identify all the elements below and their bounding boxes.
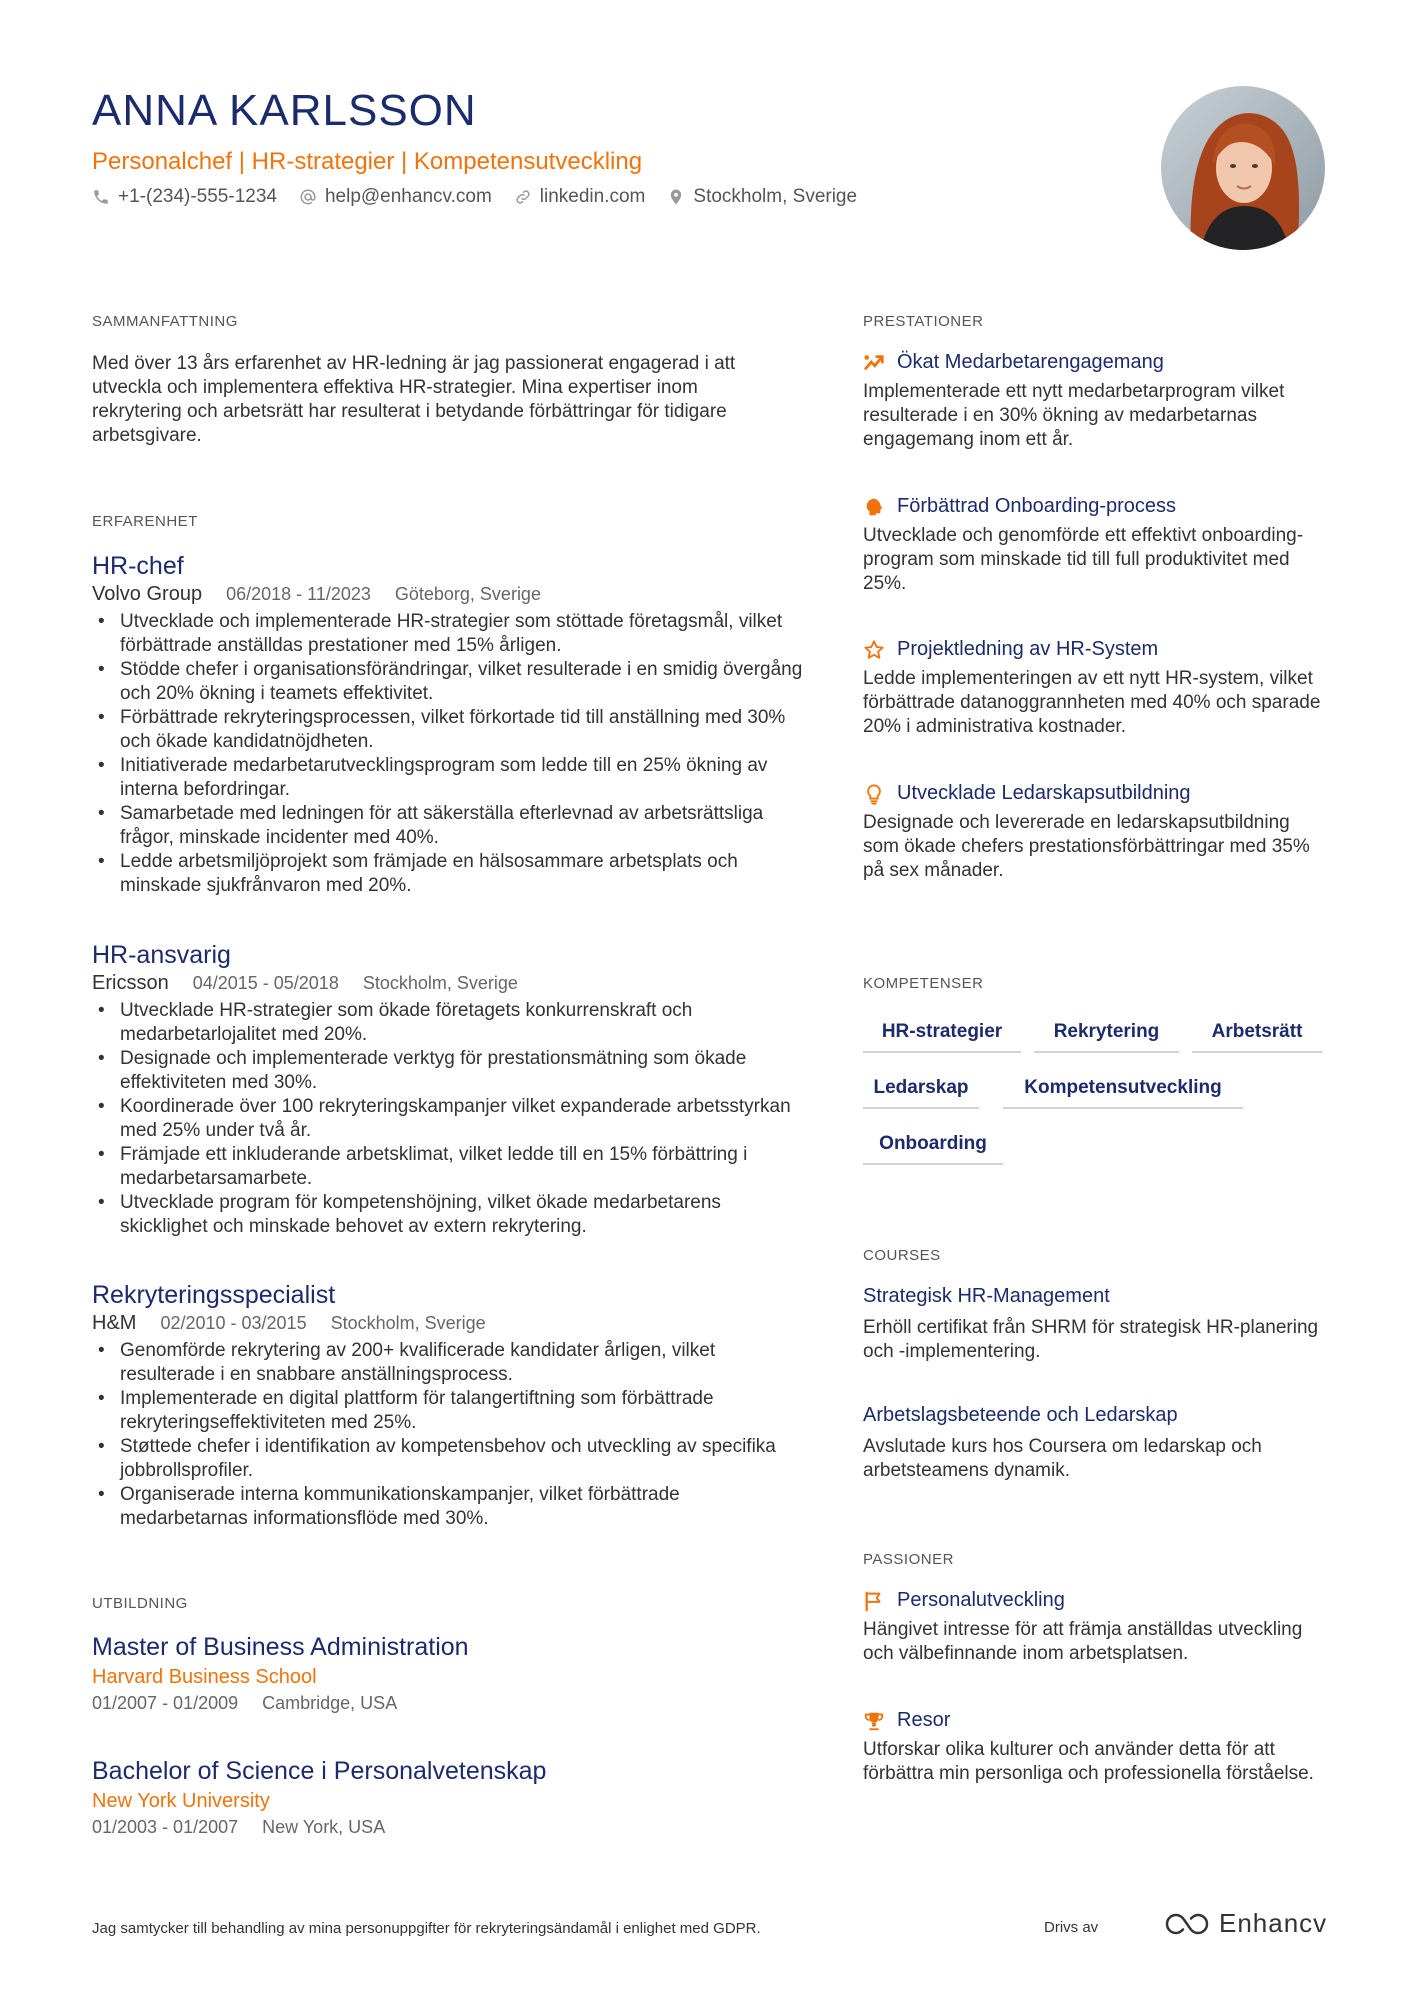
job-bullet: • Koordinerade över 100 rekryteringskampanjer vilket expanderade arbetsstyrkan med 25% under två år. xyxy=(92,1095,812,1143)
skill-tag: Kompetensutveckling xyxy=(1003,1077,1243,1109)
edu-degree: Master of Business Administration xyxy=(92,1633,469,1661)
link-icon xyxy=(514,188,532,206)
achievements-heading: PRESTATIONER xyxy=(863,313,984,330)
course-desc: Erhöll certifikat från SHRM för strategisk HR-planering och -implementering. xyxy=(863,1317,1319,1362)
job-entry xyxy=(92,940,812,1239)
powered-by-label: Drivs av xyxy=(1044,1919,1099,1936)
achievement-title: Projektledning av HR-System xyxy=(897,638,1159,660)
edu-dates: 01/2003 - 01/2007 xyxy=(92,1817,239,1837)
job-entry xyxy=(92,1280,812,1531)
contact-location xyxy=(667,186,857,208)
achievement-desc: Designade och levererade en ledarskapsutbildning som ökade chefers prestationsförbättringar med 35% på sex månader. xyxy=(863,812,1310,881)
phone-text: +1-(234)-555-1234 xyxy=(118,186,277,207)
skill-tag: HR-strategier xyxy=(863,1021,1021,1053)
phone-icon xyxy=(92,188,110,206)
passion-item xyxy=(863,1709,1333,1786)
course-item xyxy=(863,1285,1333,1364)
linkedin-text[interactable]: linkedin.com xyxy=(539,186,646,207)
achievement-desc: Utvecklade och genomförde ett effektivt onboarding-program som minskade tid till full produktivitet med 25%. xyxy=(863,525,1304,594)
trophy-icon xyxy=(863,1710,885,1732)
location-text: Stockholm, Sverige xyxy=(693,186,858,207)
chart-icon xyxy=(863,352,885,374)
at-icon xyxy=(299,188,317,206)
achievement-item xyxy=(863,782,1323,883)
skill-tag: Onboarding xyxy=(863,1133,1003,1165)
passion-desc: Hängivet intresse för att främja anställdas utveckling och välbefinnande inom arbetsplatsen. xyxy=(863,1619,1303,1664)
profile-photo xyxy=(1161,86,1325,250)
achievement-title: Förbättrad Onboarding-process xyxy=(897,495,1177,517)
courses-heading: COURSES xyxy=(863,1247,941,1264)
passion-desc: Utforskar olika kulturer och använder detta för att förbättra min personliga och professionella förståelse. xyxy=(863,1739,1314,1784)
achievement-item xyxy=(863,351,1323,452)
contact-phone xyxy=(92,186,277,208)
skill-tag: Rekrytering xyxy=(1034,1021,1179,1053)
summary-heading: SAMMANFATTNING xyxy=(92,313,238,330)
head-icon xyxy=(863,496,885,518)
skills-heading: KOMPETENSER xyxy=(863,975,984,992)
location-pin-icon xyxy=(667,188,685,206)
job-dates: 02/2010 - 03/2015 xyxy=(160,1313,307,1333)
passions-heading: PASSIONER xyxy=(863,1551,954,1568)
edu-meta xyxy=(92,1693,812,1714)
achievement-title: Ökat Medarbetarengagemang xyxy=(897,351,1164,373)
achievement-item xyxy=(863,495,1323,596)
education-entry xyxy=(92,1756,812,1838)
job-location: Göteborg, Sverige xyxy=(394,584,541,604)
enhancv-logo-icon xyxy=(1163,1910,1211,1938)
job-bullet: • Utvecklade program för kompetenshöjning, vilket ökade medarbetarens skicklighet och minskade behovet av extern rekrytering. xyxy=(92,1191,812,1239)
gdpr-note: Jag samtycker till behandling av mina personuppgifter för rekryteringsändamål i enlighet med GDPR. xyxy=(92,1920,761,1937)
job-bullet: • Ledde arbetsmiljöprojekt som främjade en hälsosammare arbetsplats och minskade sjukfrånvaron med 20%. xyxy=(92,850,812,898)
course-title: Arbetslagsbeteende och Ledarskap xyxy=(863,1404,1178,1426)
contact-linkedin[interactable] xyxy=(514,186,646,208)
job-bullet: • Genomförde rekrytering av 200+ kvalificerade kandidater årligen, vilket resulterade i en snabbare anställningsprocess. xyxy=(92,1339,812,1387)
job-bullet: • Förbättrade rekryteringsprocessen, vilket förkortade tid till anställning med 30% och ökade kandidatnöjdheten. xyxy=(92,706,812,754)
job-bullets xyxy=(92,999,812,1239)
job-meta xyxy=(92,1312,812,1335)
job-bullet: • Utvecklade HR-strategier som ökade företagets konkurrenskraft och medarbetarlojalitet med 20%. xyxy=(92,999,812,1047)
passion-title: Resor xyxy=(897,1709,951,1731)
job-bullet: • Designade och implementerade verktyg för prestationsmätning som ökade effektiviteten med 30%. xyxy=(92,1047,812,1095)
passion-title: Personalutveckling xyxy=(897,1589,1065,1611)
job-company: Ericsson xyxy=(92,972,169,994)
logo-text: Enhancv xyxy=(1219,1908,1328,1938)
skill-tag: Arbetsrätt xyxy=(1192,1021,1322,1053)
job-bullet: • Utvecklade och implementerade HR-strategier som stöttade företagsmål, vilket förbättrade anställdas prestationer med 15% årligen. xyxy=(92,610,812,658)
job-dates: 04/2015 - 05/2018 xyxy=(192,973,339,993)
achievement-item xyxy=(863,638,1323,739)
edu-location: Cambridge, USA xyxy=(262,1693,398,1713)
contact-email[interactable] xyxy=(299,186,492,208)
education-heading: UTBILDNING xyxy=(92,1595,188,1612)
job-title: HR-chef xyxy=(92,552,184,580)
edu-location: New York, USA xyxy=(262,1817,386,1837)
job-title: HR-ansvarig xyxy=(92,941,231,969)
job-dates: 06/2018 - 11/2023 xyxy=(226,584,371,604)
candidate-title: Personalchef | HR-strategier | Kompetensutveckling xyxy=(92,148,643,175)
edu-school: Harvard Business School xyxy=(92,1666,317,1688)
job-title: Rekryteringsspecialist xyxy=(92,1281,336,1309)
course-desc: Avslutade kurs hos Coursera om ledarskap och arbetsteamens dynamik. xyxy=(863,1436,1262,1481)
lightbulb-icon xyxy=(863,783,885,805)
job-entry xyxy=(92,551,812,898)
flag-icon xyxy=(863,1590,885,1612)
job-bullet: • Samarbetade med ledningen för att säkerställa efterlevnad av arbetsrättsliga frågor, minskade incidenter med 40%. xyxy=(92,802,812,850)
job-company: Volvo Group xyxy=(92,583,203,605)
passion-item xyxy=(863,1589,1333,1666)
achievement-desc: Ledde implementeringen av ett nytt HR-system, vilket förbättrade datanoggrannheten med 40% och sparade 20% i administrativa kostnader. xyxy=(863,668,1321,737)
job-bullet: • Främjade ett inkluderande arbetsklimat, vilket ledde till en 15% förbättring i medarbetarsamarbete. xyxy=(92,1143,812,1191)
job-bullet: • Støttede chefer i identifikation av kompetensbehov och utveckling av specifika jobbrollsprofiler. xyxy=(92,1435,812,1483)
summary-text: Med över 13 års erfarenhet av HR-ledning är jag passionerat engagerad i att utveckla och implementera effektiva HR-strategier. Mina expertiser inom rekrytering och arbetsrätt har resulterat i betydande förbättringar för tidigare arbetsgivare. xyxy=(92,353,736,446)
job-bullet: • Initiativerade medarbetarutvecklingsprogram som ledde till en 25% ökning av interna befordringar. xyxy=(92,754,812,802)
experience-heading: ERFARENHET xyxy=(92,513,198,530)
skill-tag: Ledarskap xyxy=(863,1077,979,1109)
job-meta xyxy=(92,583,812,606)
achievement-desc: Implementerade ett nytt medarbetarprogram vilket resulterade i en 30% ökning av medarbetarnas engagemang inom ett år. xyxy=(863,381,1285,450)
edu-degree: Bachelor of Science i Personalvetenskap xyxy=(92,1757,547,1785)
candidate-name: ANNA KARLSSON xyxy=(92,86,477,135)
edu-meta xyxy=(92,1817,812,1838)
job-location: Stockholm, Sverige xyxy=(330,1313,486,1333)
job-bullet: • Stödde chefer i organisationsförändringar, vilket resulterade i en smidig övergång och 20% ökning i teamets effektivitet. xyxy=(92,658,812,706)
job-bullets xyxy=(92,610,812,898)
job-bullet: • Organiserade interna kommunikationskampanjer, vilket förbättrade medarbetarnas informationsflöde med 30%. xyxy=(92,1483,812,1531)
job-location: Stockholm, Sverige xyxy=(362,973,518,993)
star-icon xyxy=(863,639,885,661)
course-item xyxy=(863,1404,1333,1483)
education-entry xyxy=(92,1632,812,1714)
job-meta xyxy=(92,972,812,995)
job-bullets xyxy=(92,1339,812,1531)
job-bullet: • Implementerade en digital plattform för talangertiftning som förbättrade rekryteringseffektiviteten med 25%. xyxy=(92,1387,812,1435)
edu-dates: 01/2007 - 01/2009 xyxy=(92,1693,239,1713)
course-title: Strategisk HR-Management xyxy=(863,1285,1110,1307)
enhancv-logo[interactable] xyxy=(1163,1908,1327,1939)
email-text[interactable]: help@enhancv.com xyxy=(324,186,492,207)
contact-bar xyxy=(92,186,857,208)
job-company: H&M xyxy=(92,1312,137,1334)
edu-school: New York University xyxy=(92,1790,270,1812)
achievement-title: Utvecklade Ledarskapsutbildning xyxy=(897,782,1191,804)
